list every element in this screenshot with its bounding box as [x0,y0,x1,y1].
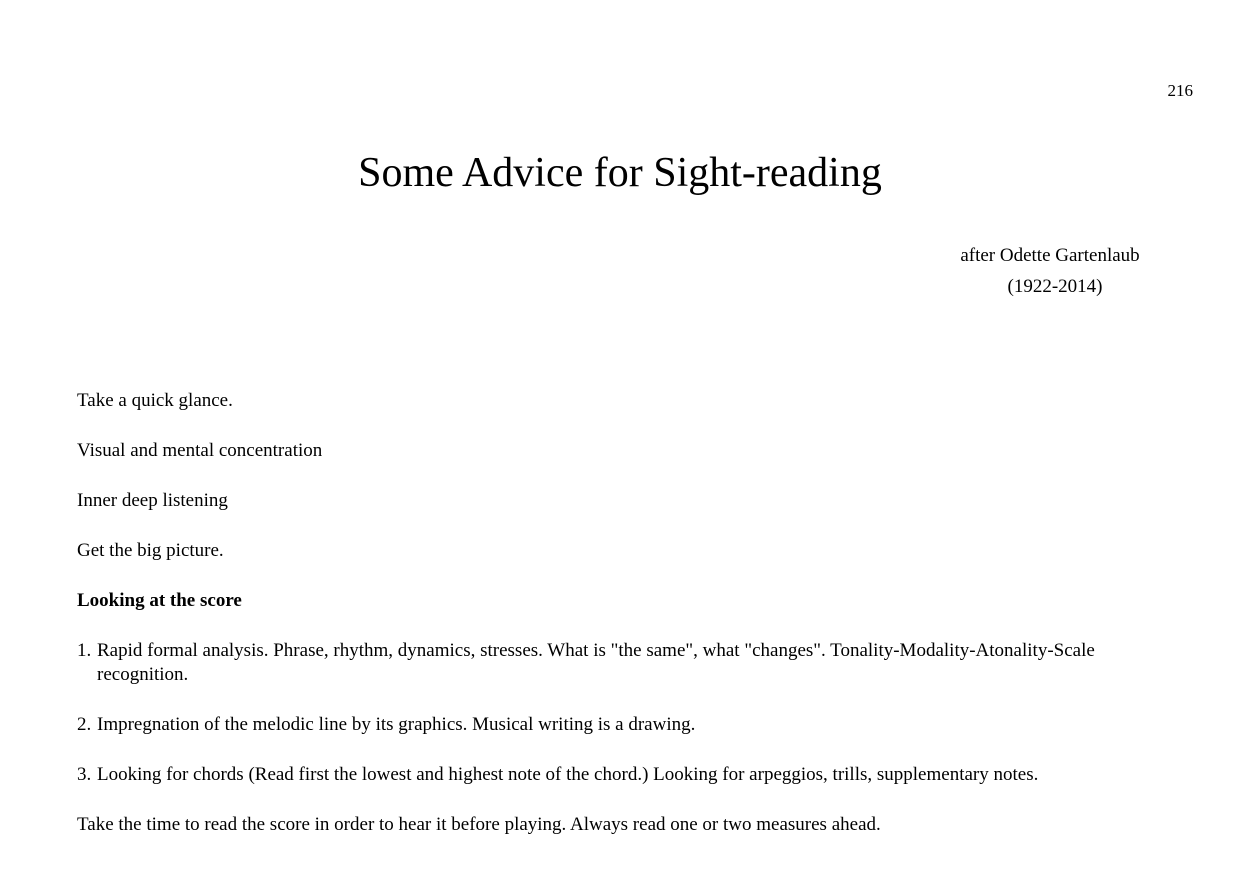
list-item-text: Rapid formal analysis. Phrase, rhythm, dynamics, stresses. What is "the same", what "changes". Tonality-Modality-Atonality-Scale recognition. [97,640,1095,685]
document-body [77,389,1117,863]
attribution-years: (1922-2014) [1007,276,1103,297]
intro-line: Take a quick glance. [77,390,233,411]
list-item-number: 1. [77,640,92,661]
intro-line: Visual and mental concentration [77,440,323,461]
list-item-text: Impregnation of the melodic line by its graphics. Musical writing is a drawing. [97,714,696,735]
page-number: 216 [1167,81,1193,100]
intro-line: Inner deep listening [77,490,228,511]
numbered-list [77,639,1117,787]
list-item-text: Looking for chords (Read first the lowest and highest note of the chord.) Looking for arpeggios, trills, supplementary notes. [97,764,1039,785]
list-item [77,639,1117,687]
list-item-number: 2. [77,714,92,735]
list-item [77,763,1117,787]
closing-line: Take the time to read the score in order to hear it before playing. Always read one or two measures ahead. [77,814,881,835]
page-title: Some Advice for Sight-reading [358,150,882,196]
list-item [77,713,1117,737]
section-heading: Looking at the score [77,590,242,611]
attribution-author: after Odette Gartenlaub [960,245,1140,266]
attribution [920,240,1180,302]
intro-line: Get the big picture. [77,540,224,561]
list-item-number: 3. [77,764,92,785]
